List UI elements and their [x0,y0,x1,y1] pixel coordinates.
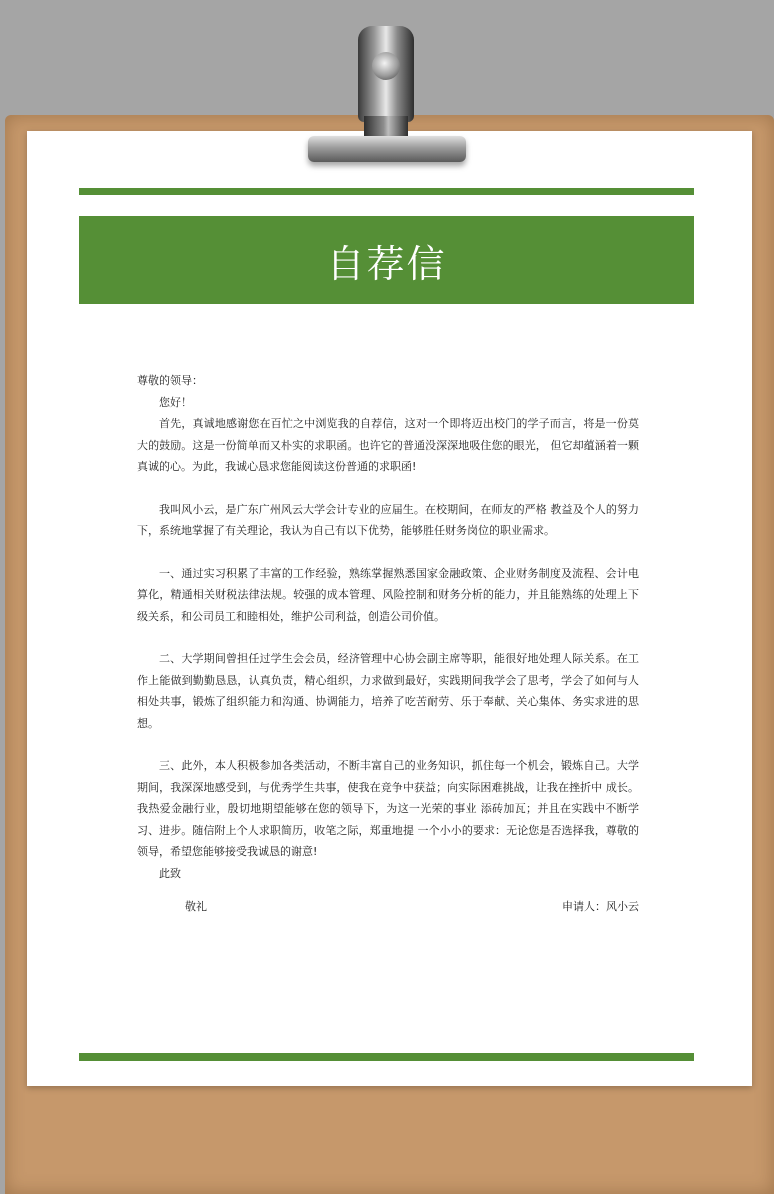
bottom-green-rule [79,1053,694,1061]
binder-clip-hole [372,52,400,80]
paragraph-strength-2: 二、大学期间曾担任过学生会会员，经济管理中心协会副主席等职，能很好地处理人际关系。在工作上能做到勤勤恳恳，认真负责，精心组织，力求做到最好，实践期间我学会了思考，学会了如何与人相处共事，锻炼了组织能力和沟通、协调能力，培养了吃苦耐劳、乐于奉献、关心集体、务实求进的思想。 [137,652,639,730]
title-banner [79,216,694,304]
closing-text: 此致 [159,866,181,880]
greeting: 您好！ [159,395,192,409]
paragraph-strength-1: 一、通过实习积累了丰富的工作经验，熟练掌握熟悉国家金融政策、企业财务制度及流程、会计电算化，精通相关财税法律法规。较强的成本管理、风险控制和财务分析的能力，并且能熟练的处理上下级关系，和公司员工和睦相处，维护公司利益，创造公司价值。 [137,566,639,623]
paragraph-self-intro: 我叫风小云，是广东广州风云大学会计专业的应届生。在校期间，在师友的严格 教益及个人的努力下，系统地掌握了有关理论，我认为自己有以下优势，能够胜任财务岗位的职业需求。 [137,502,639,537]
signature-row [137,896,639,918]
letter-body [137,370,639,918]
respect-text: 敬礼 [185,900,207,913]
salutation: 尊敬的领导： [137,374,203,387]
binder-clip-jaw [308,136,466,162]
letter-title: 自荐信 [326,241,447,286]
binder-clip [292,26,482,176]
applicant-signature: 申请人：风小云 [562,900,639,913]
paragraph-intro: 首先，真诚地感谢您在百忙之中浏览我的自荐信，这对一个即将迈出校门的学子而言，将是一份莫大的鼓励。这是一份简单而又朴实的求职函。也许它的普通没深深地吸住您的眼光， 但它却蕴涵着一颗真诚的心。为此，我诚心恳求您能阅读这份普通的求职函! [137,417,639,473]
paragraph-strength-3: 三、此外，本人积极参加各类活动，不断丰富自己的业务知识，抓住每一个机会，锻炼自己。大学期间，我深深地感受到，与优秀学生共事，使我在竞争中获益；向实际困难挑战，让我在挫折中 成长。我热爱金融行业，殷切地期望能够在您的领导下，为这一光荣的事业 添砖加瓦；并且在实践中不断学习、进步。随信附上个人求职简历，收笔之际，郑重地提 一个小小的要求：无论您是否选择我，尊敬的领导，希望您能够接受我诚恳的谢意! [137,759,639,858]
top-green-rule [79,188,694,195]
